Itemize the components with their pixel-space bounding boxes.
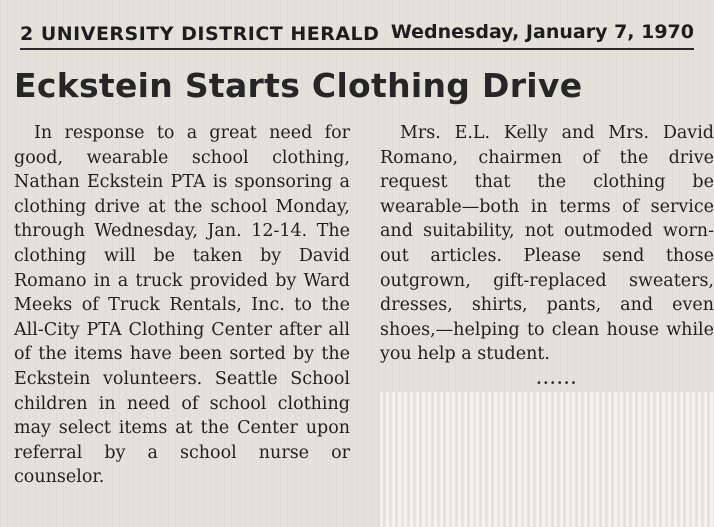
column-2-text: Mrs. E.L. Kelly and Mrs. David Romano, chairmen of the drive request that the clothing be wearable—both in terms of service and suitability, not outmoded worn-out articles. Please send those outgrown, gift-replaced sweaters, dresses, shirts, pants, and even shoes,—helping to clean house while you help a student. <box>380 123 714 365</box>
paper-background-scrap <box>380 392 714 527</box>
newspaper-name: 2 UNIVERSITY DISTRICT HERALD <box>20 23 380 45</box>
article-column-1 <box>14 121 350 490</box>
masthead-rule <box>20 48 694 50</box>
masthead <box>20 20 700 48</box>
article-column-2 <box>380 121 714 367</box>
article-end-mark: •••••• <box>536 378 578 389</box>
column-1-text: In response to a great need for good, wearable school clothing, Nathan Eckstein PTA is sponsoring a clothing drive at the school Monday, through Wednesday, Jan. 12-14. The clothing will be taken by David Romano in a truck provided by Ward Meeks of Truck Rentals, Inc. to the All-City PTA Clothing Center after all of the items have been sorted by the Eckstein volunteers. Seattle School children in need of school clothing may select items at the Center upon referral by a school nurse or counselor. <box>14 123 350 488</box>
issue-date: Wednesday, January 7, 1970 <box>390 21 694 43</box>
article-headline: Eckstein Starts Clothing Drive <box>14 66 583 105</box>
